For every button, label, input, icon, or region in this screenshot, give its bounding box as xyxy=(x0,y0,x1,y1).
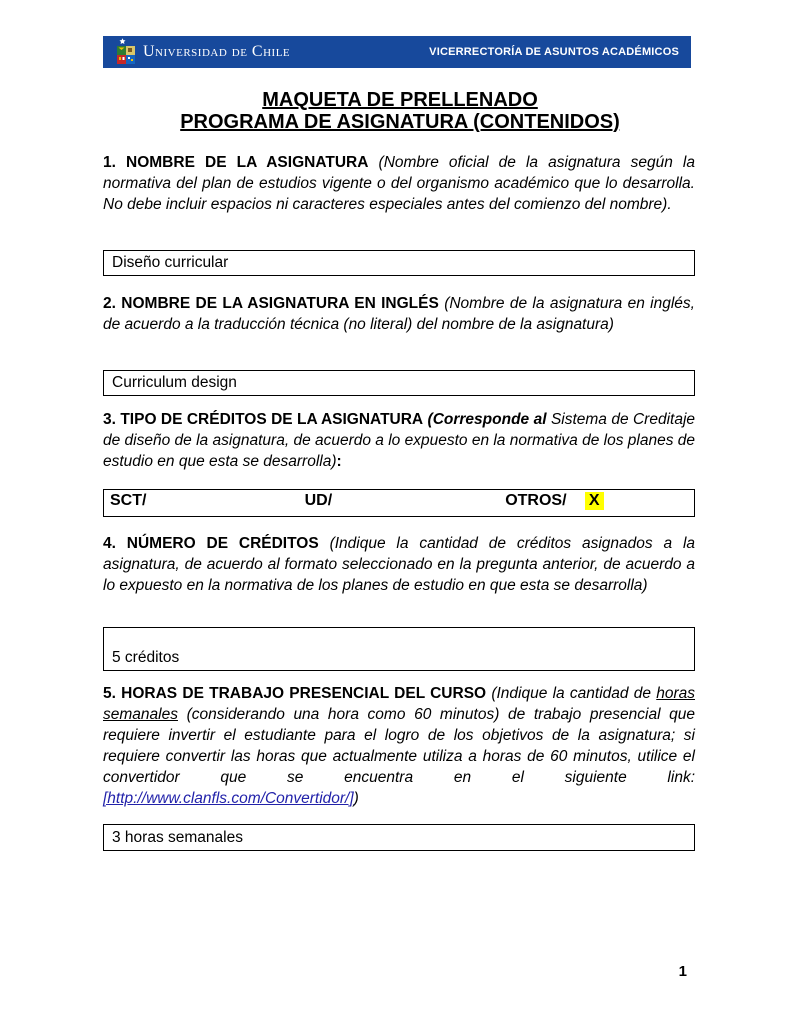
credit-option-otros: OTROS/ xyxy=(505,492,567,509)
university-name: Universidad de Chile xyxy=(143,43,291,60)
header-department: VICERRECTORÍA DE ASUNTOS ACADÉMICOS xyxy=(429,46,679,58)
question-1 xyxy=(103,153,695,216)
question-1-label: 1. NOMBRE DE LA ASIGNATURA xyxy=(103,154,369,171)
credit-selected-mark: X xyxy=(585,492,604,510)
credit-type-row[interactable] xyxy=(103,489,695,517)
university-logo xyxy=(116,38,290,66)
page-number: 1 xyxy=(678,963,687,980)
question-2-label: 2. NOMBRE DE LA ASIGNATURA EN INGLÉS xyxy=(103,295,439,312)
answer-box-1[interactable] xyxy=(103,250,695,276)
question-5-desc-close: ) xyxy=(353,789,359,807)
credit-option-sct: SCT/ xyxy=(110,492,147,509)
answer-2-value: Curriculum design xyxy=(112,374,237,391)
question-2-desc: (Nombre de la asignatura en inglés, de acuerdo a la traducción técnica (no literal) del nombre de la asignatura) xyxy=(103,295,695,333)
title-line-1: MAQUETA DE PRELLENADO xyxy=(262,89,538,111)
credit-option-ud: UD/ xyxy=(304,492,333,509)
answer-box-5[interactable] xyxy=(103,824,695,851)
answer-box-4[interactable] xyxy=(103,627,695,671)
question-2 xyxy=(103,294,695,336)
answer-1-value: Diseño curricular xyxy=(112,254,229,271)
question-3-desc-lead: (Corresponde al xyxy=(427,411,547,428)
header-bar xyxy=(103,36,691,68)
question-5-label: 5. HORAS DE TRABAJO PRESENCIAL DEL CURSO xyxy=(103,685,487,702)
question-5-desc-underlined: horas semanales xyxy=(103,685,696,723)
title-line-2: PROGRAMA DE ASIGNATURA (CONTENIDOS) xyxy=(180,110,620,133)
question-3-label: 3. TIPO DE CRÉDITOS DE LA ASIGNATURA xyxy=(103,411,424,428)
answer-box-2[interactable] xyxy=(103,370,695,396)
question-5-desc-part1: (Indique la cantidad de xyxy=(491,685,651,702)
question-3 xyxy=(103,410,695,473)
question-3-desc: Sistema de Creditaje de diseño de la asignatura, de acuerdo a lo expuesto en la normativa de los planes de estudio en que esta se desarrolla) xyxy=(103,411,696,470)
question-4 xyxy=(103,534,695,597)
university-crest-icon xyxy=(116,38,136,66)
question-3-colon: : xyxy=(336,452,342,470)
answer-4-value: 5 créditos xyxy=(112,649,180,666)
question-5 xyxy=(103,684,695,809)
convertidor-link[interactable]: [http://www.clanfls.com/Convertidor/] xyxy=(103,789,354,807)
question-4-label: 4. NÚMERO DE CRÉDITOS xyxy=(103,535,319,552)
question-1-desc: (Nombre oficial de la asignatura según la normativa del plan de estudios vigente o del organismo académico que lo desarrolla. No debe incluir espacios ni caracteres especiales antes del comienzo del nombre). xyxy=(103,154,696,213)
question-4-desc: (Indique la cantidad de créditos asignados a la asignatura, de acuerdo al formato seleccionado en la pregunta anterior, de acuerdo a lo expuesto en la normativa de los planes de estudio en que esta se desarrolla) xyxy=(103,535,696,594)
answer-5-value: 3 horas semanales xyxy=(112,828,243,846)
document-title xyxy=(0,90,800,133)
question-5-desc-part2: (considerando una hora como 60 minutos) de trabajo presencial que requiere invertir el estudiante para el logro de los objetivos de la asignatura; si requiere convertir las horas que actualmente utiliza a horas de 60 minutos, utilice el convertidor que se encuentra en el siguiente link: xyxy=(103,705,695,786)
